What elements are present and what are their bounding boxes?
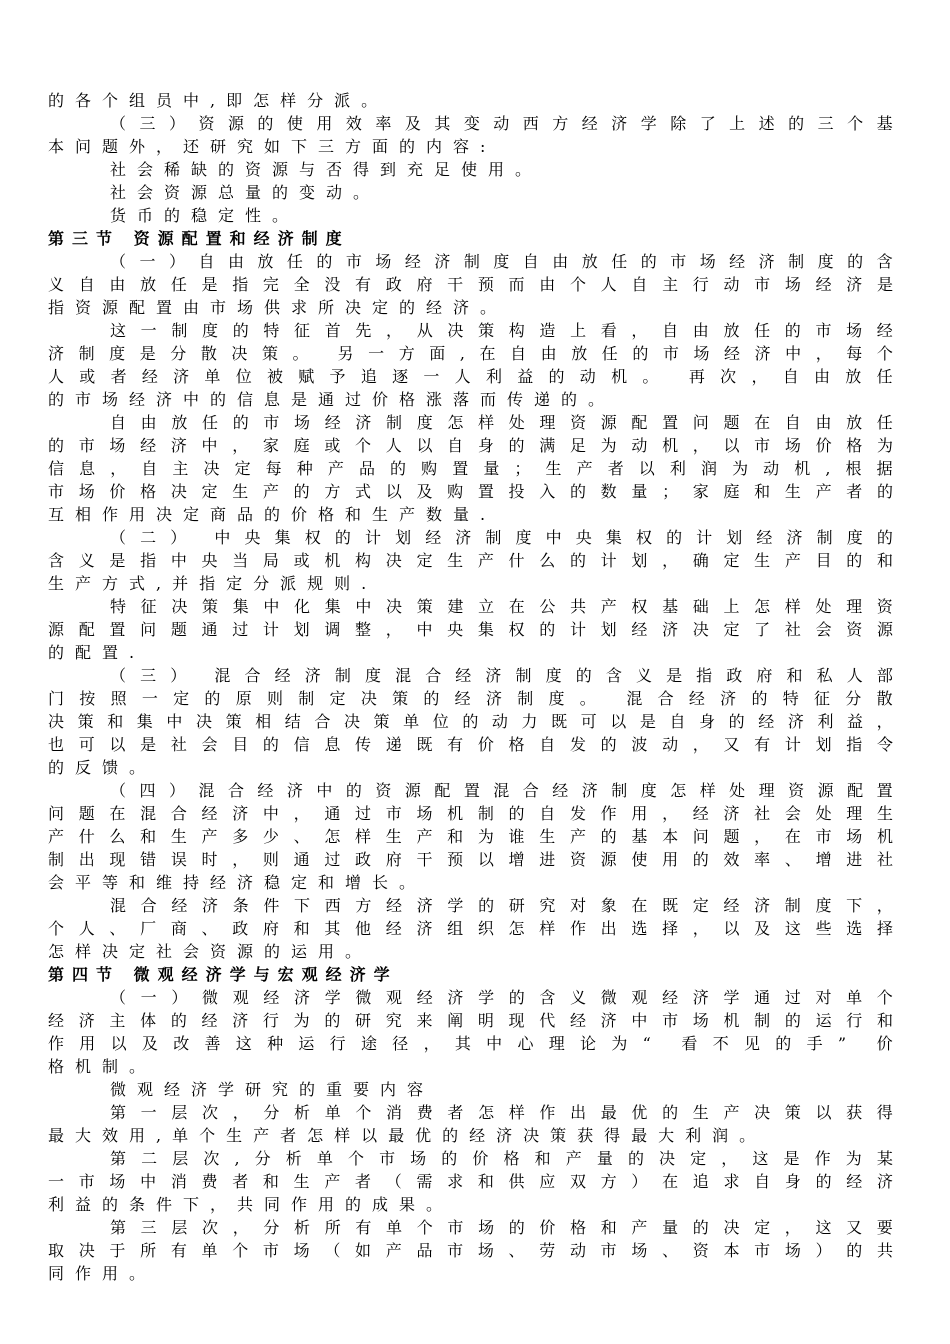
text-line: 市 场 价 格 决 定 生 产 的 方 式 以 及 购 置 投 入 的 数 量 ； 家 庭 和 生 产 者 的 — [48, 482, 893, 501]
text-line: 的市场经济中的信息是通过价格涨落而传递的。 — [48, 390, 616, 409]
text-line: 格机制。 — [48, 1057, 157, 1076]
text-line: （ 一 ） 微 观 经 济 学 微 观 经 济 学 的 含 义 微 观 经 济 学 通 过 对 单 个 — [110, 988, 893, 1007]
text-line: 的配置. — [48, 643, 146, 662]
text-line: （ 三 ） 资 源 的 使 用 效 率 及 其 变 动 西 方 经 济 学 除 了 上 述 的 三 个 基 — [110, 114, 893, 133]
text-line: 的反馈。 — [48, 758, 157, 777]
text-line: 含 义 是 指 中 央 当 局 或 机 构 决 定 生 产 什 么 的 计 划 ， 确 定 生 产 目 的 和 — [48, 551, 893, 570]
text-line: 源 配 置 问 题 通 过 计 划 调 整 ， 中 央 集 权 的 计 划 经 济 决 定 了 社 会 资 源 — [48, 620, 893, 639]
section-heading: 第四节 微观经济学与宏观经济学 — [48, 965, 398, 984]
text-line: 产 什 么 和 生 产 多 少 、 怎 样 生 产 和 为 谁 生 产 的 基 本 问 题 ， 在 市 场 机 — [48, 827, 893, 846]
text-line: 利益的条件下，共同作用的成果。 — [48, 1195, 454, 1214]
text-line: 同作用。 — [48, 1264, 157, 1283]
text-line: 生产方式,并指定分派规则. — [48, 574, 378, 593]
text-line: 的 市 场 经 济 中 ， 家 庭 或 个 人 以 自 身 的 满 足 为 动 机 ， 以 市 场 价 格 为 — [48, 436, 893, 455]
text-line: 混 合 经 济 条 件 下 西 方 经 济 学 的 研 究 对 象 在 既 定 经 济 制 度 下 ， — [110, 896, 893, 915]
text-line: 制 出 现 错 误 时 ， 则 通 过 政 府 干 预 以 增 进 资 源 使 用 的 效 率 、 增 进 社 — [48, 850, 893, 869]
text-line: （ 三 ） 混 合 经 济 制 度 混 合 经 济 制 度 的 含 义 是 指 政 府 和 私 人 部 — [110, 666, 893, 685]
text-line: 济 制 度 是 分 散 决 策 。 另 一 方 面 , 在 自 由 放 任 的 市 场 经 济 中 ， 每 个 — [48, 344, 893, 363]
section-heading: 第三节 资源配置和经济制度 — [48, 229, 350, 248]
text-line: 取 决 于 所 有 单 个 市 场 （ 如 产 品 市 场 、 劳 动 市 场 、 资 本 市 场 ） 的 共 — [48, 1241, 893, 1260]
text-line: 这 一 制 度 的 特 征 首 先 ， 从 决 策 构 造 上 看 ， 自 由 放 任 的 市 场 经 — [110, 321, 893, 340]
text-line: 第 三 层 次 ， 分 析 所 有 单 个 市 场 的 价 格 和 产 量 的 决 定 ， 这 又 要 — [110, 1218, 893, 1237]
text-line: 第 二 层 次 , 分 析 单 个 市 场 的 价 格 和 产 量 的 决 定 ， 这 是 作 为 某 — [110, 1149, 893, 1168]
text-line: 特 征 决 策 集 中 化 集 中 决 策 建 立 在 公 共 产 权 基 础 上 怎 样 处 理 资 — [110, 597, 893, 616]
text-line: 自 由 放 任 的 市 场 经 济 制 度 怎 样 处 理 资 源 配 置 问 题 在 自 由 放 任 — [110, 413, 893, 432]
text-line: 问 题 在 混 合 经 济 中 ， 通 过 市 场 机 制 的 自 发 作 用 ， 经 济 社 会 处 理 生 — [48, 804, 893, 823]
text-line: 门 按 照 一 定 的 原 则 制 定 决 策 的 经 济 制 度 。 混 合 经 济 的 特 征 分 散 — [48, 689, 893, 708]
text-line: 社会资源总量的变动。 — [110, 183, 381, 202]
text-line: 义 自 由 放 任 是 指 完 全 没 有 政 府 干 预 而 由 个 人 自 主 行 动 市 场 经 济 是 — [48, 275, 893, 294]
text-line: 作 用 以 及 改 善 这 种 运 行 途 径 ， 其 中 心 理 论 为 “ 看 不 见 的 手 ” 价 — [48, 1034, 893, 1053]
text-line: 本问题外，还研究如下三方面的内容: — [48, 137, 497, 156]
text-line: （ 二 ） 中 央 集 权 的 计 划 经 济 制 度 中 央 集 权 的 计 划 经 济 制 度 的 — [110, 528, 893, 547]
text-line: 经 济 主 体 的 经 济 行 为 的 研 究 来 阐 明 现 代 经 济 中 市 场 机 制 的 运 行 和 — [48, 1011, 893, 1030]
text-line: 人 或 者 经 济 单 位 被 赋 予 追 逐 一 人 利 益 的 动 机 。 再 次 ， 自 由 放 任 — [48, 367, 893, 386]
text-line: 的各个组员中,即怎样分派。 — [48, 91, 389, 110]
text-line: 个 人 、 厂 商 、 政 府 和 其 他 经 济 组 织 怎 样 作 出 选 择 ， 以 及 这 些 选 择 — [48, 919, 893, 938]
text-line: 信 息 ， 自 主 决 定 每 种 产 品 的 购 置 量 ； 生 产 者 以 利 润 为 动 机 , 根 据 — [48, 459, 893, 478]
text-line: 一 市 场 中 消 费 者 和 生 产 者 （ 需 求 和 供 应 双 方 ） 在 追 求 自 身 的 经 济 — [48, 1172, 893, 1191]
text-line: 微观经济学研究的重要内容 — [110, 1080, 435, 1099]
text-line: 指资源配置由市场供求所决定的经济。 — [48, 298, 508, 317]
text-line: （ 一 ） 自 由 放 任 的 市 场 经 济 制 度 自 由 放 任 的 市 场 经 济 制 度 的 含 — [110, 252, 893, 271]
text-line: 第 一 层 次 ， 分 析 单 个 消 费 者 怎 样 作 出 最 优 的 生 产 决 策 以 获 得 — [110, 1103, 893, 1122]
text-line: 货币的稳定性。 — [110, 206, 300, 225]
text-line: 互相作用决定商品的价格和生产数量. — [48, 505, 497, 524]
text-line: 会平等和维持经济稳定和增长。 — [48, 873, 427, 892]
document-page — [48, 89, 893, 1285]
text-line: 怎样决定社会资源的运用。 — [48, 942, 373, 961]
text-line: 也 可 以 是 社 会 目 的 信 息 传 递 既 有 价 格 自 发 的 波 动 ， 又 有 计 划 指 令 — [48, 735, 893, 754]
text-line: （ 四 ） 混 合 经 济 中 的 资 源 配 置 混 合 经 济 制 度 怎 样 处 理 资 源 配 置 — [110, 781, 893, 800]
text-line: 社会稀缺的资源与否得到充足使用。 — [110, 160, 543, 179]
text-line: 最大效用,单个生产者怎样以最优的经济决策获得最大利润。 — [48, 1126, 767, 1145]
text-line: 决 策 和 集 中 决 策 相 结 合 决 策 单 位 的 动 力 既 可 以 是 自 身 的 经 济 利 益 ， — [48, 712, 893, 731]
